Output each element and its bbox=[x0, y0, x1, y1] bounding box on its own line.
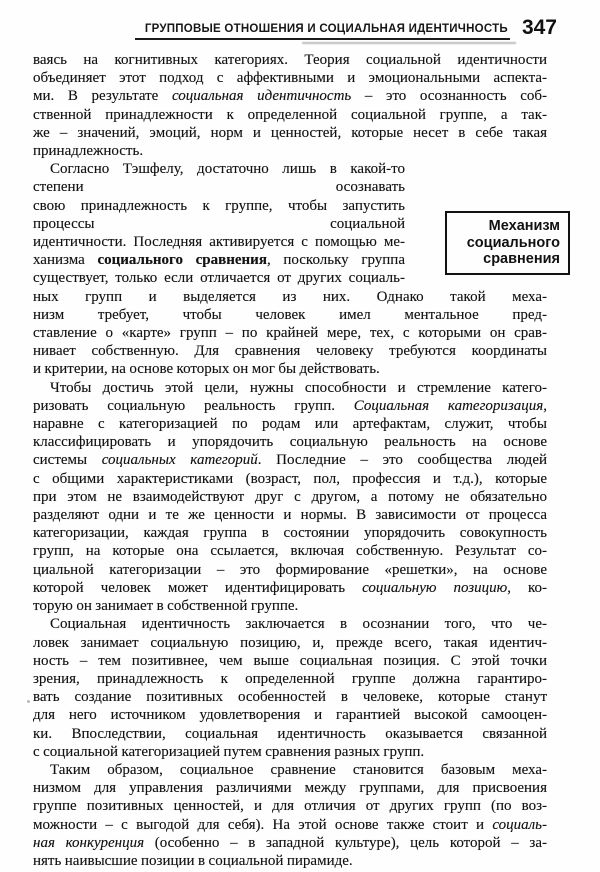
italic-segment: социальная идентичность bbox=[171, 88, 352, 105]
text-line: низмом для управления различиями между группами, для присвоения bbox=[33, 780, 547, 797]
text-line: и критерии, на основе которых он мог бы действовать. bbox=[33, 361, 380, 378]
paragraph bbox=[33, 379, 547, 616]
text-line: объединяет этот подход с аффективными и эмоциональными аспекта- bbox=[33, 70, 547, 87]
text-line: для него источником удовлетворения и гарантией высокой самооцен- bbox=[33, 707, 547, 724]
italic-segment: социальных категорий bbox=[101, 452, 258, 469]
text-line: с общими характеристиками (возраст, пол, профессия и т.д.), которые bbox=[33, 470, 547, 487]
text-line: ная конкуренция (особенно – в западной культуре), цель которой – за- bbox=[33, 834, 547, 851]
text-line: ных групп и выделяется из них. Однако такой меха- bbox=[33, 288, 547, 305]
text-line: нивает собственную. Для сравнения человеку требуются координаты bbox=[33, 343, 547, 360]
text-line: системы социальных категорий. Последние – это сообщества людей bbox=[33, 452, 548, 469]
italic-segment: социальную позицию bbox=[362, 579, 508, 596]
sidebar-box-line: Механизм bbox=[488, 218, 560, 235]
text-line: можности – с выгодой для себя). На этой основе также стоит и социаль- bbox=[33, 816, 547, 833]
text-line: ки. Впоследствии, социальная идентичность оказывается связанной bbox=[33, 725, 547, 742]
bold-segment: социального сравнения bbox=[97, 252, 267, 269]
text-line: ми. В результате социальная идентичность – это осознанность соб- bbox=[33, 88, 547, 105]
text-line: нять наивысшие позиции в социальной пирамиде. bbox=[33, 852, 353, 869]
page-number: 347 bbox=[521, 16, 557, 39]
text-line: низм требует, чтобы человек имел ментальное пред- bbox=[33, 306, 547, 323]
text-line: классифицировать и упорядочить социальную реальность на основе bbox=[33, 434, 547, 451]
text-line: ловек занимает социальную позицию, и, прежде всего, такая идентич- bbox=[33, 634, 547, 651]
page-header bbox=[0, 0, 557, 40]
text-line: Согласно Тэшфелу, достаточно лишь в какой-то степени осознавать bbox=[33, 161, 405, 196]
paragraph bbox=[33, 160, 560, 378]
running-head: ГРУППОВЫЕ ОТНОШЕНИЯ И СОЦИАЛЬНАЯ ИДЕНТИЧНОСТЬ bbox=[135, 0, 510, 40]
text-line: с социальной категоризацией путем сравнения разных групп. bbox=[33, 743, 425, 760]
italic-segment: ная конкуренция bbox=[33, 834, 145, 851]
sidebar-box bbox=[445, 211, 570, 275]
italic-segment: социаль- bbox=[492, 816, 547, 833]
text-line: Чтобы достичь этой цели, нужны способности и стремление катего- bbox=[50, 379, 547, 396]
text-line: принадлежность. bbox=[33, 143, 144, 160]
paragraph bbox=[33, 615, 547, 761]
text-line: наравне с категоризацией по родам или артефактам, служит, чтобы bbox=[33, 416, 547, 433]
text-line: вать создание позитивных особенностей в человеке, которые станут bbox=[33, 689, 547, 706]
text-line: категоризации, каждая группа в состоянии упорядочить совокупность bbox=[33, 525, 547, 542]
text-line: Таким образом, социальное сравнение становится базовым меха- bbox=[50, 761, 547, 778]
paragraph bbox=[33, 761, 547, 870]
text-line: группе позитивных ценностей, и для отличия от других групп (по воз- bbox=[33, 798, 547, 815]
text-line: ственной принадлежности к определенной социальной группе, а так- bbox=[33, 106, 547, 123]
text-line: существует, только если отличается от других социаль- bbox=[33, 270, 405, 287]
text-line: ризовать социальную реальность групп. Социальная категоризация, bbox=[33, 397, 547, 414]
text-line: разделяют одни и те же ценности и нормы. В зависимости от процесса bbox=[33, 507, 547, 524]
scan-speck bbox=[27, 700, 30, 703]
text-line: свою принадлежность к группе, чтобы запустить процессы социальной bbox=[33, 197, 405, 232]
sidebar-box-float bbox=[405, 197, 560, 286]
text-line: зрения, принадлежность к определенной группе должна гарантиро- bbox=[33, 670, 547, 687]
page-body bbox=[33, 51, 560, 870]
sidebar-box-line: социального bbox=[466, 234, 560, 251]
text-line: Социальная идентичность заключается в осознании того, что че- bbox=[50, 616, 547, 633]
text-line: торую он занимает в собственной группе. bbox=[33, 598, 299, 615]
italic-segment: Социальная категоризация bbox=[353, 397, 544, 414]
paragraph bbox=[33, 51, 547, 160]
text-line: ность – тем позитивнее, чем выше социальная позиция. С этой точки bbox=[33, 652, 547, 669]
header-rule-shadow bbox=[302, 42, 516, 44]
text-line: идентичности. Последняя активируется с помощью ме- bbox=[33, 234, 405, 251]
text-line: циальной категоризации – это формирование «решетки», на основе bbox=[33, 561, 547, 578]
text-line: которой человек может идентифицировать социальную позицию, ко- bbox=[33, 579, 547, 596]
text-line: при этом не взаимодействуют друг с другом, а потому не обязательно bbox=[33, 488, 547, 505]
text-line: же – значений, эмоций, норм и ценностей, которые несет в себе такая bbox=[33, 124, 547, 141]
text-line: ханизма социального сравнения, поскольку группа bbox=[33, 252, 405, 269]
text-line: ваясь на когнитивных категориях. Теория социальной идентичности bbox=[33, 52, 547, 68]
sidebar-box-line: сравнения bbox=[483, 251, 560, 268]
text-line: групп, на которые она ссылается, включая собственную. Результат со- bbox=[33, 543, 547, 560]
text-line: ставление о «карте» групп – по крайней мере, тех, с которыми он срав- bbox=[33, 325, 547, 342]
